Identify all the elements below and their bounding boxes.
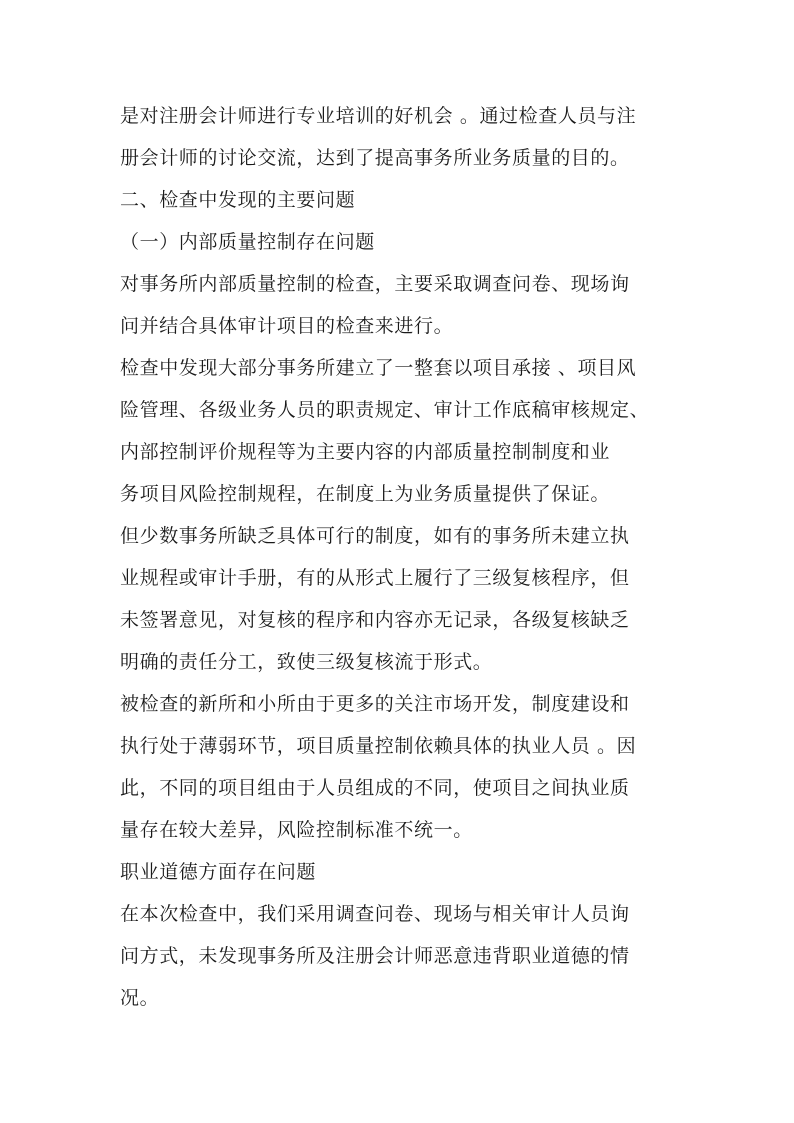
text-line: 问并结合具体审计项目的检查来进行。 (120, 315, 454, 337)
text-line: 对事务所内部质量控制的检查，主要采取调查问卷、现场询 (120, 273, 630, 295)
text-line: 在本次检查中，我们采用调查问卷、现场与相关审计人员询 (120, 903, 630, 925)
text-line: 内部控制评价规程等为主要内容的内部质量控制制度和业 (120, 441, 611, 463)
text-line: 业规程或审计手册，有的从形式上履行了三级复核程序，但 (120, 567, 630, 589)
text-line: 况。 (120, 987, 160, 1009)
text-line: 险管理、各级业务人员的职责规定、审计工作底稿审核规定、 (120, 399, 650, 421)
subsection-heading: 职业道德方面存在问题 (120, 861, 317, 883)
subsection-heading: （一）内部质量控制存在问题 (120, 231, 375, 253)
text-line: 明确的责任分工，致使三级复核流于形式。 (120, 651, 493, 673)
section-heading: 二、检查中发现的主要问题 (120, 189, 356, 211)
text-line: 被检查的新所和小所由于更多的关注市场开发，制度建设和 (120, 693, 630, 715)
text-line: 册会计师的讨论交流，达到了提高事务所业务质量的目的。 (120, 147, 630, 169)
text-line: 但少数事务所缺乏具体可行的制度，如有的事务所未建立执 (120, 525, 630, 547)
text-line: 是对注册会计师进行专业培训的好机会 。通过检查人员与注 (120, 105, 637, 127)
text-line: 未签署意见，对复核的程序和内容亦无记录，各级复核缺乏 (120, 609, 630, 631)
text-line: 检查中发现大部分事务所建立了一整套以项目承接 、项目风 (120, 357, 637, 379)
text-line: 执行处于薄弱环节，项目质量控制依赖具体的执业人员 。因 (120, 735, 637, 757)
text-line: 务项目风险控制规程，在制度上为业务质量提供了保证。 (120, 483, 611, 505)
text-line: 此，不同的项目组由于人员组成的不同，使项目之间执业质 (120, 777, 630, 799)
text-line: 量存在较大差异，风险控制标准不统一。 (120, 819, 473, 841)
text-line: 问方式，未发现事务所及注册会计师恶意违背职业道德的情 (120, 945, 630, 967)
